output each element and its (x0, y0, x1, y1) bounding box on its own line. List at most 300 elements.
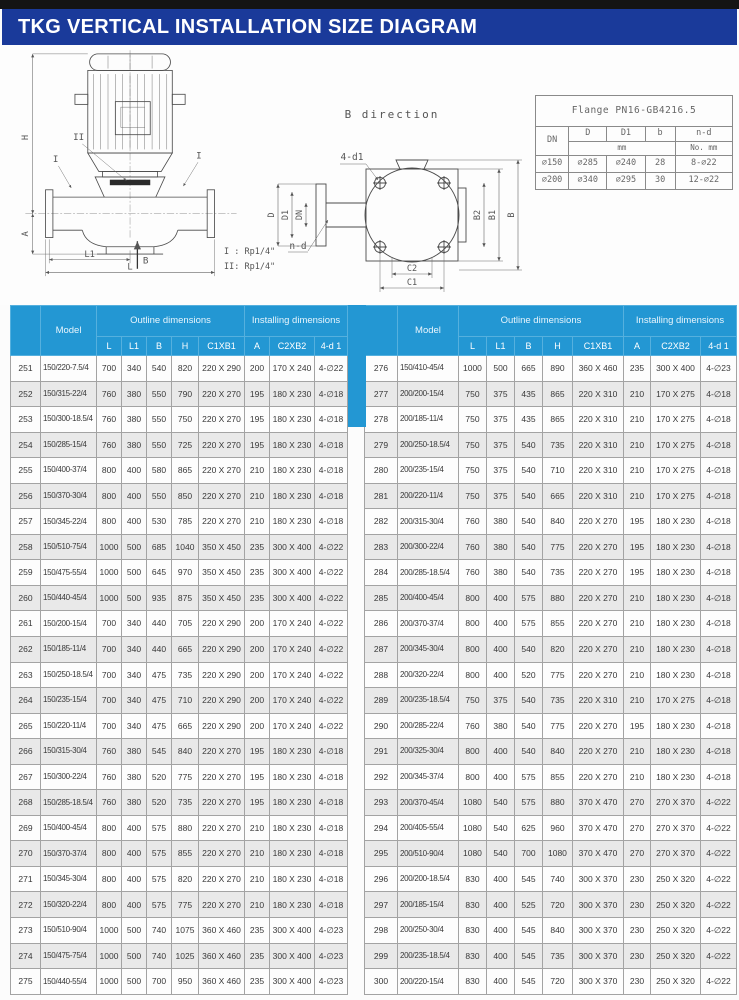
dimension-cell: 575 (514, 764, 542, 790)
bolt-label-4d1: 4-d1 (340, 152, 364, 163)
table-row (11, 534, 348, 560)
dimension-cell: 4-∅22 (315, 534, 348, 560)
table-row (11, 969, 348, 995)
dimension-cell: 4-∅23 (315, 943, 348, 969)
model-cell: 150/440-45/4 (41, 585, 97, 611)
dimension-table-left (10, 305, 348, 995)
part-label-i-right: I (196, 150, 202, 162)
dimension-cell: 550 (147, 381, 172, 407)
dimension-cell: 400 (486, 866, 514, 892)
dimension-cell: 735 (172, 662, 199, 688)
dimension-cell: 760 (458, 534, 486, 560)
dimension-cell: 235 (245, 560, 270, 586)
dimension-cell: 195 (245, 381, 270, 407)
dimension-cell: 830 (458, 918, 486, 944)
dimension-cell: 400 (486, 969, 514, 995)
outline-dimensions-header: Outline dimensions (97, 306, 245, 337)
page-title: TKG VERTICAL INSTALLATION SIZE DIAGRAM (18, 15, 478, 38)
dimension-cell: 935 (147, 585, 172, 611)
dimension-cell: 4-∅18 (700, 534, 736, 560)
dimension-cell: 855 (542, 764, 572, 790)
dimension-cell: 865 (542, 381, 572, 407)
dimension-cell: 300 X 400 (650, 356, 700, 382)
dim-label-l: L (127, 262, 133, 273)
dimension-cell: 800 (458, 585, 486, 611)
dimension-cell: 380 (122, 790, 147, 816)
table-row (364, 969, 736, 995)
dimension-cell: 545 (514, 969, 542, 995)
dimension-cell: 750 (172, 407, 199, 433)
model-cell: 200/285-22/4 (397, 713, 458, 739)
dimension-cell: 785 (172, 509, 199, 535)
dimension-cell: 540 (486, 790, 514, 816)
dimension-cell: 375 (486, 458, 514, 484)
dimension-cell: 370 X 470 (572, 815, 623, 841)
dimension-cell: 210 (623, 764, 650, 790)
dimension-cell: 220 X 270 (572, 637, 623, 663)
dim-label-c2: C2 (406, 264, 418, 274)
dim-label-b2: B2 (473, 209, 483, 221)
model-cell: 150/400-45/4 (41, 815, 97, 841)
row-number-header (364, 306, 397, 356)
dimension-cell: 665 (172, 637, 199, 663)
dimension-cell: 380 (122, 432, 147, 458)
dimension-cell: 220 X 270 (199, 458, 245, 484)
dimension-cell: 840 (542, 739, 572, 765)
dimension-cell: 170 X 240 (270, 637, 315, 663)
model-cell: 150/285-15/4 (41, 432, 97, 458)
table-row (364, 407, 736, 433)
dimension-cell: 1040 (172, 534, 199, 560)
dimension-cell: 340 (122, 713, 147, 739)
dimension-cell: 435 (514, 381, 542, 407)
dimension-cell: 550 (147, 483, 172, 509)
row-number: 278 (364, 407, 397, 433)
dimension-cell: 200 (245, 611, 270, 637)
dimension-cell: 4-∅22 (315, 637, 348, 663)
dimension-cell: 700 (97, 713, 122, 739)
dimension-cell: 220 X 310 (572, 688, 623, 714)
dimension-cell: 520 (514, 662, 542, 688)
dimension-cell: 400 (122, 509, 147, 535)
dimension-cell: 750 (458, 688, 486, 714)
dimension-cell: 180 X 230 (650, 739, 700, 765)
dimension-cell: 180 X 230 (270, 866, 315, 892)
dimension-cell: 545 (514, 866, 542, 892)
dimension-cell: 375 (486, 483, 514, 509)
row-number: 252 (11, 381, 41, 407)
table-row (11, 432, 348, 458)
dimension-cell: 550 (147, 407, 172, 433)
dimension-cell: 170 X 275 (650, 483, 700, 509)
dimension-cell: 720 (542, 892, 572, 918)
table-row (11, 662, 348, 688)
model-cell: 150/220-11/4 (41, 713, 97, 739)
table-row (11, 381, 348, 407)
model-cell: 200/185-15/4 (397, 892, 458, 918)
dimension-cell: 760 (97, 407, 122, 433)
dimension-cell: 4-∅18 (315, 432, 348, 458)
row-number: 285 (364, 585, 397, 611)
dimension-cell: 300 X 370 (572, 866, 623, 892)
dimension-cell: 270 X 370 (650, 790, 700, 816)
dimension-cell: 735 (542, 688, 572, 714)
dimension-cell: 180 X 230 (270, 483, 315, 509)
dimension-cell: 200 (245, 688, 270, 714)
table-row (364, 637, 736, 663)
dimension-cell: 710 (172, 688, 199, 714)
dimension-cell: 740 (542, 866, 572, 892)
dimension-cell: 210 (623, 662, 650, 688)
dimension-cell: 375 (486, 407, 514, 433)
dimension-cell: 170 X 275 (650, 688, 700, 714)
table-row (11, 764, 348, 790)
dimension-cell: 270 (623, 790, 650, 816)
dimension-cell: 880 (542, 585, 572, 611)
flow-label-b: B (142, 255, 149, 267)
dimension-cell: 775 (542, 534, 572, 560)
dimension-cell: 500 (122, 918, 147, 944)
dimension-cell: 665 (514, 356, 542, 382)
dimension-cell: 350 X 450 (199, 585, 245, 611)
dimension-cell: 1080 (458, 841, 486, 867)
dimension-cell: 195 (623, 713, 650, 739)
dimension-cell: 705 (172, 611, 199, 637)
row-number: 292 (364, 764, 397, 790)
dimension-cell: 270 X 370 (650, 841, 700, 867)
model-cell: 200/200-15/4 (397, 381, 458, 407)
dimension-cell: 250 X 320 (650, 892, 700, 918)
dimension-cell: 4-∅18 (700, 381, 736, 407)
row-number: 299 (364, 943, 397, 969)
flange-cell: 30 (645, 173, 675, 190)
row-number: 255 (11, 458, 41, 484)
part-label-i-left: I (52, 154, 59, 166)
dimension-cell: 4-∅22 (315, 585, 348, 611)
flange-unit-nd: No. mm (675, 142, 732, 156)
dimension-cell: 4-∅18 (700, 611, 736, 637)
dimension-cell: 625 (514, 815, 542, 841)
model-cell: 150/370-37/4 (41, 841, 97, 867)
table-row (364, 918, 736, 944)
dimension-cell: 740 (147, 918, 172, 944)
col-4d1: 4-d 1 (315, 337, 348, 356)
table-row (364, 662, 736, 688)
row-number: 280 (364, 458, 397, 484)
model-cell: 150/475-75/4 (41, 943, 97, 969)
dimension-cell: 4-∅22 (700, 892, 736, 918)
dimension-cell: 180 X 230 (650, 713, 700, 739)
dimension-cell: 180 X 230 (270, 381, 315, 407)
model-cell: 150/300-22/4 (41, 764, 97, 790)
dimension-cell: 4-∅22 (700, 790, 736, 816)
dimension-cell: 700 (97, 611, 122, 637)
dimension-cell: 180 X 230 (270, 739, 315, 765)
dimension-cell: 4-∅18 (315, 509, 348, 535)
model-cell: 200/200-18.5/4 (397, 866, 458, 892)
table-row (364, 356, 736, 382)
table-row (11, 841, 348, 867)
dimension-cell: 220 X 310 (572, 483, 623, 509)
dimension-cell: 4-∅18 (315, 407, 348, 433)
dimension-cell: 210 (245, 841, 270, 867)
col-l1: L1 (486, 337, 514, 356)
dimension-cell: 210 (245, 509, 270, 535)
dimension-cell: 500 (486, 356, 514, 382)
flange-unit-mm: mm (569, 142, 676, 156)
dimension-cell: 4-∅23 (315, 918, 348, 944)
dimension-cell: 500 (122, 969, 147, 995)
dimension-cell: 800 (97, 509, 122, 535)
model-cell: 150/345-30/4 (41, 866, 97, 892)
dimension-cell: 750 (458, 458, 486, 484)
row-number: 263 (11, 662, 41, 688)
dimension-cell: 220 X 270 (572, 509, 623, 535)
dimension-cell: 220 X 270 (199, 509, 245, 535)
table-row (364, 381, 736, 407)
dimension-cell: 300 X 400 (270, 918, 315, 944)
table-row (364, 815, 736, 841)
dimension-cell: 220 X 270 (199, 432, 245, 458)
dimension-cell: 220 X 270 (572, 560, 623, 586)
dimension-cell: 4-∅18 (315, 458, 348, 484)
dimension-cell: 580 (147, 458, 172, 484)
row-number: 274 (11, 943, 41, 969)
row-number: 276 (364, 356, 397, 382)
model-header: Model (41, 306, 97, 356)
dimension-cell: 575 (147, 892, 172, 918)
dimension-cell: 760 (97, 764, 122, 790)
flange-cell: 28 (645, 156, 675, 173)
table-gap (348, 305, 364, 995)
col-b: B (514, 337, 542, 356)
table-row (11, 483, 348, 509)
dim-label-b1: B1 (488, 209, 498, 221)
dimension-cell: 350 X 450 (199, 534, 245, 560)
table-row (11, 943, 348, 969)
model-cell: 200/345-30/4 (397, 637, 458, 663)
dimension-cell: 400 (486, 662, 514, 688)
dimension-cell: 1075 (172, 918, 199, 944)
dimension-cell: 800 (97, 815, 122, 841)
dimension-cell: 250 X 320 (650, 969, 700, 995)
dimension-cell: 4-∅18 (700, 483, 736, 509)
dimension-cell: 540 (514, 534, 542, 560)
dimension-cell: 435 (514, 407, 542, 433)
table-row (364, 534, 736, 560)
dimension-cell: 220 X 290 (199, 713, 245, 739)
model-cell: 200/185-11/4 (397, 407, 458, 433)
dimension-cell: 735 (542, 943, 572, 969)
dimension-cell: 400 (486, 943, 514, 969)
dimension-cell: 540 (486, 815, 514, 841)
dimension-cell: 800 (458, 611, 486, 637)
dimension-cell: 340 (122, 688, 147, 714)
dimension-cell: 200 (245, 662, 270, 688)
table-row (364, 611, 736, 637)
model-cell: 150/315-22/4 (41, 381, 97, 407)
col-l1: L1 (122, 337, 147, 356)
dim-label-a: A (21, 231, 32, 237)
dimension-cell: 540 (514, 560, 542, 586)
dimension-cell: 220 X 270 (572, 534, 623, 560)
dimension-cell: 220 X 290 (199, 637, 245, 663)
model-cell: 200/300-22/4 (397, 534, 458, 560)
table-row (11, 918, 348, 944)
dimension-cell: 340 (122, 356, 147, 382)
dimension-cell: 195 (245, 790, 270, 816)
row-number: 295 (364, 841, 397, 867)
dimension-cell: 800 (458, 764, 486, 790)
dimension-cell: 400 (122, 841, 147, 867)
dimension-cell: 210 (245, 866, 270, 892)
note-ii: II: Rp1/4" (224, 262, 276, 272)
dimension-cell: 1000 (97, 585, 122, 611)
dimension-cell: 210 (623, 688, 650, 714)
row-number: 300 (364, 969, 397, 995)
dimension-cell: 540 (486, 841, 514, 867)
dimension-cell: 220 X 290 (199, 662, 245, 688)
table-row (11, 509, 348, 535)
dimension-cell: 4-∅18 (315, 483, 348, 509)
dimension-cell: 4-∅18 (315, 892, 348, 918)
flange-cell: ∅150 (536, 156, 569, 173)
dimension-cell: 375 (486, 688, 514, 714)
dimension-cell: 4-∅22 (315, 611, 348, 637)
dimension-cell: 230 (623, 892, 650, 918)
flange-cell: ∅295 (607, 173, 645, 190)
dimension-cell: 220 X 270 (572, 713, 623, 739)
dimension-cell: 575 (514, 790, 542, 816)
dimension-cell: 340 (122, 611, 147, 637)
col-a: A (245, 337, 270, 356)
dimension-cell: 830 (458, 943, 486, 969)
dimension-cell: 380 (486, 534, 514, 560)
dimension-cell: 300 X 370 (572, 943, 623, 969)
dimension-cell: 4-∅18 (700, 739, 736, 765)
col-l: L (97, 337, 122, 356)
dimension-cell: 220 X 270 (199, 866, 245, 892)
top-border (0, 0, 739, 9)
row-number: 265 (11, 713, 41, 739)
table-row (11, 637, 348, 663)
dimension-cell: 440 (147, 637, 172, 663)
row-number: 260 (11, 585, 41, 611)
row-number: 281 (364, 483, 397, 509)
dimension-cell: 220 X 270 (199, 790, 245, 816)
dimension-cell: 820 (172, 356, 199, 382)
model-cell: 200/400-45/4 (397, 585, 458, 611)
col-c1xb1: C1XB1 (572, 337, 623, 356)
dimension-cell: 180 X 230 (270, 790, 315, 816)
dimension-cell: 1080 (458, 790, 486, 816)
dimension-cell: 645 (147, 560, 172, 586)
dimension-cell: 180 X 230 (270, 892, 315, 918)
dimension-cell: 400 (486, 585, 514, 611)
col-c2xb2: C2XB2 (270, 337, 315, 356)
table-row (364, 866, 736, 892)
dimension-cell: 840 (542, 509, 572, 535)
flange-col-d: D (569, 127, 607, 142)
flange-cell: ∅240 (607, 156, 645, 173)
dimension-cell: 400 (122, 458, 147, 484)
dimension-cell: 750 (458, 483, 486, 509)
model-cell: 150/285-18.5/4 (41, 790, 97, 816)
dimension-cell: 235 (245, 943, 270, 969)
dimension-cell: 500 (122, 585, 147, 611)
dimension-cell: 195 (623, 534, 650, 560)
dimension-cell: 220 X 270 (199, 841, 245, 867)
model-cell: 200/315-30/4 (397, 509, 458, 535)
dimension-cell: 540 (514, 483, 542, 509)
model-cell: 200/220-11/4 (397, 483, 458, 509)
dimension-cell: 800 (97, 866, 122, 892)
dimension-cell: 1025 (172, 943, 199, 969)
dimension-cell: 735 (542, 560, 572, 586)
dimension-cell: 540 (514, 458, 542, 484)
dimension-cell: 960 (542, 815, 572, 841)
dimension-cell: 300 X 400 (270, 534, 315, 560)
dimension-cell: 4-∅18 (700, 764, 736, 790)
dimension-cell: 4-∅18 (315, 841, 348, 867)
row-number: 282 (364, 509, 397, 535)
table-row (11, 458, 348, 484)
dimension-cell: 360 X 460 (199, 943, 245, 969)
installing-dimensions-header: Installing dimensions (245, 306, 348, 337)
row-number: 273 (11, 918, 41, 944)
dimension-cell: 1000 (97, 534, 122, 560)
dimension-cell: 250 X 320 (650, 943, 700, 969)
flange-col-dn: DN (536, 127, 569, 156)
col-4d1: 4-d 1 (700, 337, 736, 356)
dimension-cell: 220 X 290 (199, 611, 245, 637)
table-row (364, 688, 736, 714)
dim-label-dn: DN (295, 209, 305, 221)
dimension-cell: 4-∅18 (700, 585, 736, 611)
dimension-cell: 475 (147, 688, 172, 714)
model-cell: 150/410-45/4 (397, 356, 458, 382)
dimension-cell: 1000 (97, 969, 122, 995)
dimension-cell: 540 (514, 688, 542, 714)
dimension-cell: 800 (458, 662, 486, 688)
dimension-cell: 200 (245, 356, 270, 382)
dimension-cell: 220 X 290 (199, 688, 245, 714)
dimension-cell: 700 (97, 637, 122, 663)
dimension-cell: 380 (486, 713, 514, 739)
dimension-cell: 775 (542, 662, 572, 688)
dimension-cell: 970 (172, 560, 199, 586)
flange-col-d1: D1 (607, 127, 645, 142)
dimension-cell: 210 (245, 892, 270, 918)
dimension-cell: 475 (147, 713, 172, 739)
row-number: 279 (364, 432, 397, 458)
dimension-cell: 195 (245, 764, 270, 790)
table-row (11, 892, 348, 918)
dimension-cell: 4-∅23 (315, 969, 348, 995)
dimension-cell: 220 X 270 (199, 483, 245, 509)
dimension-cell: 180 X 230 (650, 662, 700, 688)
dimension-cell: 300 X 370 (572, 892, 623, 918)
note-i: I : Rp1/4" (224, 247, 276, 257)
dimension-cell: 210 (623, 381, 650, 407)
row-number: 269 (11, 815, 41, 841)
dimension-cell: 210 (623, 739, 650, 765)
dimension-cell: 220 X 290 (199, 356, 245, 382)
table-row (364, 483, 736, 509)
model-cell: 200/325-30/4 (397, 739, 458, 765)
dimension-cell: 170 X 240 (270, 356, 315, 382)
dimension-cell: 180 X 230 (650, 560, 700, 586)
